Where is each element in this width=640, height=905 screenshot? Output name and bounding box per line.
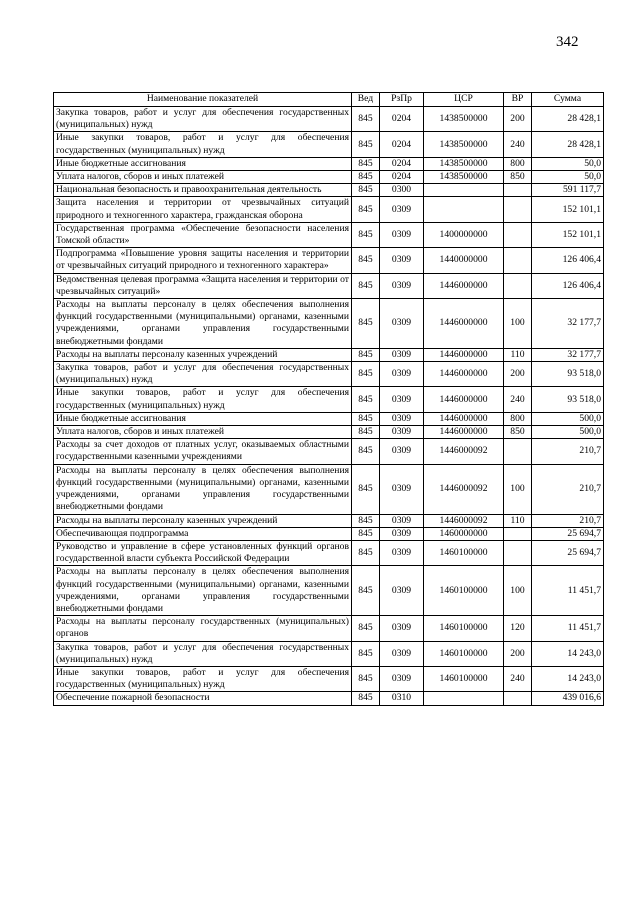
- cell-name: Обеспечение пожарной безопасности: [54, 692, 352, 705]
- table-row: [54, 439, 604, 464]
- cell-sum: 14 243,0: [532, 666, 604, 691]
- cell-csr: 1446000092: [424, 514, 504, 527]
- cell-name: Расходы на выплаты персоналу в целях обеспечения выполнения функций государственными (муниципальными) органами, казенными учреждениями, органами управления государственными внебюджетными фондами: [54, 566, 352, 616]
- cell-vr: 100: [504, 566, 532, 616]
- cell-rzpr: 0309: [380, 273, 424, 298]
- cell-csr: 1438500000: [424, 132, 504, 157]
- cell-vr: [504, 692, 532, 705]
- cell-name: Национальная безопасность и правоохранительная деятельность: [54, 184, 352, 197]
- table-row: [54, 666, 604, 691]
- cell-ved: 845: [352, 107, 380, 132]
- cell-vr: 120: [504, 616, 532, 641]
- cell-sum: 210,7: [532, 439, 604, 464]
- cell-sum: 28 428,1: [532, 132, 604, 157]
- cell-csr: 1460100000: [424, 566, 504, 616]
- cell-sum: 25 694,7: [532, 540, 604, 565]
- cell-name: Защита населения и территории от чрезвычайных ситуаций природного и техногенного характера, гражданская оборона: [54, 197, 352, 222]
- cell-name: Расходы на выплаты персоналу казенных учреждений: [54, 348, 352, 361]
- cell-vr: 110: [504, 514, 532, 527]
- table-row: [54, 222, 604, 247]
- cell-ved: 845: [352, 692, 380, 705]
- cell-rzpr: 0309: [380, 197, 424, 222]
- cell-name: Ведомственная целевая программа «Защита населения и территории от чрезвычайных ситуаций»: [54, 273, 352, 298]
- cell-csr: 1446000000: [424, 412, 504, 425]
- cell-csr: 1446000000: [424, 273, 504, 298]
- cell-rzpr: 0309: [380, 222, 424, 247]
- cell-ved: 845: [352, 540, 380, 565]
- header-rzpr: РзПр: [380, 93, 424, 107]
- cell-csr: 1438500000: [424, 157, 504, 170]
- cell-ved: 845: [352, 184, 380, 197]
- table-row: [54, 197, 604, 222]
- cell-ved: 845: [352, 426, 380, 439]
- cell-ved: 845: [352, 362, 380, 387]
- cell-vr: [504, 527, 532, 540]
- cell-rzpr: 0204: [380, 107, 424, 132]
- cell-rzpr: 0309: [380, 348, 424, 361]
- cell-vr: [504, 222, 532, 247]
- cell-sum: 500,0: [532, 426, 604, 439]
- cell-name: Иные бюджетные ассигнования: [54, 412, 352, 425]
- cell-rzpr: 0309: [380, 527, 424, 540]
- table-row: [54, 412, 604, 425]
- cell-sum: 25 694,7: [532, 527, 604, 540]
- cell-ved: 845: [352, 299, 380, 349]
- cell-csr: 1438500000: [424, 171, 504, 184]
- cell-name: Расходы на выплаты персоналу казенных учреждений: [54, 514, 352, 527]
- cell-ved: 845: [352, 566, 380, 616]
- cell-name: Уплата налогов, сборов и иных платежей: [54, 426, 352, 439]
- cell-rzpr: 0309: [380, 248, 424, 273]
- cell-csr: [424, 692, 504, 705]
- cell-vr: 100: [504, 299, 532, 349]
- cell-ved: 845: [352, 514, 380, 527]
- table-row: [54, 692, 604, 705]
- cell-sum: 50,0: [532, 157, 604, 170]
- cell-sum: 32 177,7: [532, 348, 604, 361]
- cell-name: Расходы на выплаты персоналу в целях обеспечения выполнения функций государственными (муниципальными) органами, казенными учреждениями, органами управления государственными внебюджетными фондами: [54, 464, 352, 514]
- cell-rzpr: 0309: [380, 616, 424, 641]
- cell-ved: 845: [352, 248, 380, 273]
- cell-rzpr: 0309: [380, 412, 424, 425]
- cell-csr: 1460100000: [424, 641, 504, 666]
- budget-table: [53, 92, 604, 706]
- cell-sum: 210,7: [532, 514, 604, 527]
- cell-vr: 110: [504, 348, 532, 361]
- cell-vr: 200: [504, 107, 532, 132]
- cell-vr: 200: [504, 362, 532, 387]
- table-row: [54, 157, 604, 170]
- cell-sum: 14 243,0: [532, 641, 604, 666]
- cell-csr: 1400000000: [424, 222, 504, 247]
- cell-rzpr: 0204: [380, 171, 424, 184]
- cell-rzpr: 0309: [380, 666, 424, 691]
- table-row: [54, 514, 604, 527]
- cell-sum: 210,7: [532, 464, 604, 514]
- table-row: [54, 464, 604, 514]
- table-row: [54, 527, 604, 540]
- cell-vr: 240: [504, 387, 532, 412]
- cell-csr: 1446000000: [424, 362, 504, 387]
- cell-vr: 800: [504, 157, 532, 170]
- cell-ved: 845: [352, 157, 380, 170]
- cell-sum: 500,0: [532, 412, 604, 425]
- cell-vr: 800: [504, 412, 532, 425]
- cell-vr: 850: [504, 171, 532, 184]
- cell-ved: 845: [352, 222, 380, 247]
- cell-rzpr: 0309: [380, 566, 424, 616]
- cell-vr: 850: [504, 426, 532, 439]
- cell-rzpr: 0309: [380, 299, 424, 349]
- header-name: Наименование показателей: [54, 93, 352, 107]
- cell-ved: 845: [352, 527, 380, 540]
- cell-vr: [504, 197, 532, 222]
- cell-ved: 845: [352, 197, 380, 222]
- cell-ved: 845: [352, 171, 380, 184]
- table-row: [54, 299, 604, 349]
- cell-sum: 11 451,7: [532, 616, 604, 641]
- cell-csr: 1446000000: [424, 426, 504, 439]
- table-header-row: [54, 93, 604, 107]
- cell-vr: 240: [504, 132, 532, 157]
- table-row: [54, 566, 604, 616]
- cell-vr: 100: [504, 464, 532, 514]
- cell-rzpr: 0309: [380, 439, 424, 464]
- cell-name: Подпрограмма «Повышение уровня защиты населения и территории от чрезвычайных ситуаций природного и техногенного характера»: [54, 248, 352, 273]
- header-ved: Вед: [352, 93, 380, 107]
- cell-vr: [504, 439, 532, 464]
- cell-csr: 1446000000: [424, 387, 504, 412]
- cell-name: Иные бюджетные ассигнования: [54, 157, 352, 170]
- cell-ved: 845: [352, 464, 380, 514]
- cell-rzpr: 0309: [380, 387, 424, 412]
- cell-csr: 1438500000: [424, 107, 504, 132]
- table-row: [54, 273, 604, 298]
- cell-sum: 126 406,4: [532, 248, 604, 273]
- table-row: [54, 184, 604, 197]
- cell-name: Закупка товаров, работ и услуг для обеспечения государственных (муниципальных) нужд: [54, 362, 352, 387]
- cell-sum: 93 518,0: [532, 387, 604, 412]
- cell-rzpr: 0310: [380, 692, 424, 705]
- table-row: [54, 362, 604, 387]
- cell-csr: 1446000092: [424, 439, 504, 464]
- cell-name: Государственная программа «Обеспечение безопасности населения Томской области»: [54, 222, 352, 247]
- table-row: [54, 107, 604, 132]
- cell-sum: 11 451,7: [532, 566, 604, 616]
- cell-ved: 845: [352, 132, 380, 157]
- cell-name: Уплата налогов, сборов и иных платежей: [54, 171, 352, 184]
- cell-rzpr: 0309: [380, 362, 424, 387]
- cell-csr: [424, 197, 504, 222]
- table-row: [54, 171, 604, 184]
- cell-csr: 1460100000: [424, 666, 504, 691]
- cell-csr: [424, 184, 504, 197]
- cell-csr: 1440000000: [424, 248, 504, 273]
- table-row: [54, 540, 604, 565]
- cell-name: Иные закупки товаров, работ и услуг для обеспечения государственных (муниципальных) нужд: [54, 132, 352, 157]
- cell-name: Иные закупки товаров, работ и услуг для обеспечения государственных (муниципальных) нужд: [54, 387, 352, 412]
- cell-ved: 845: [352, 273, 380, 298]
- table-row: [54, 426, 604, 439]
- cell-ved: 845: [352, 412, 380, 425]
- cell-name: Руководство и управление в сфере установленных функций органов государственной власти субъекта Российской Федерации: [54, 540, 352, 565]
- cell-vr: [504, 273, 532, 298]
- cell-rzpr: 0309: [380, 514, 424, 527]
- cell-ved: 845: [352, 666, 380, 691]
- cell-ved: 845: [352, 616, 380, 641]
- cell-name: Иные закупки товаров, работ и услуг для обеспечения государственных (муниципальных) нужд: [54, 666, 352, 691]
- header-vr: ВР: [504, 93, 532, 107]
- cell-rzpr: 0309: [380, 464, 424, 514]
- table-row: [54, 132, 604, 157]
- cell-vr: [504, 184, 532, 197]
- cell-sum: 28 428,1: [532, 107, 604, 132]
- cell-vr: 200: [504, 641, 532, 666]
- cell-sum: 439 016,6: [532, 692, 604, 705]
- cell-ved: 845: [352, 439, 380, 464]
- cell-rzpr: 0204: [380, 157, 424, 170]
- page-number: 342: [556, 34, 579, 50]
- cell-vr: 240: [504, 666, 532, 691]
- cell-rzpr: 0204: [380, 132, 424, 157]
- cell-name: Расходы за счет доходов от платных услуг, оказываемых областными государственными казенными учреждениями: [54, 439, 352, 464]
- cell-sum: 32 177,7: [532, 299, 604, 349]
- cell-csr: 1446000092: [424, 464, 504, 514]
- table-row: [54, 616, 604, 641]
- cell-rzpr: 0309: [380, 426, 424, 439]
- cell-sum: 591 117,7: [532, 184, 604, 197]
- cell-vr: [504, 540, 532, 565]
- cell-sum: 126 406,4: [532, 273, 604, 298]
- cell-ved: 845: [352, 348, 380, 361]
- cell-name: Обеспечивающая подпрограмма: [54, 527, 352, 540]
- cell-csr: 1460100000: [424, 616, 504, 641]
- header-sum: Сумма: [532, 93, 604, 107]
- cell-name: Расходы на выплаты персоналу в целях обеспечения выполнения функций государственными (муниципальными) органами, казенными учреждениями, органами управления государственными внебюджетными фондами: [54, 299, 352, 349]
- cell-csr: 1446000000: [424, 348, 504, 361]
- cell-sum: 93 518,0: [532, 362, 604, 387]
- cell-sum: 152 101,1: [532, 222, 604, 247]
- header-csr: ЦСР: [424, 93, 504, 107]
- cell-rzpr: 0309: [380, 641, 424, 666]
- cell-name: Закупка товаров, работ и услуг для обеспечения государственных (муниципальных) нужд: [54, 641, 352, 666]
- cell-name: Закупка товаров, работ и услуг для обеспечения государственных (муниципальных) нужд: [54, 107, 352, 132]
- table-row: [54, 248, 604, 273]
- cell-csr: 1446000000: [424, 299, 504, 349]
- cell-vr: [504, 248, 532, 273]
- cell-csr: 1460000000: [424, 527, 504, 540]
- cell-sum: 50,0: [532, 171, 604, 184]
- cell-name: Расходы на выплаты персоналу государственных (муниципальных) органов: [54, 616, 352, 641]
- cell-ved: 845: [352, 641, 380, 666]
- table-row: [54, 387, 604, 412]
- cell-rzpr: 0300: [380, 184, 424, 197]
- cell-rzpr: 0309: [380, 540, 424, 565]
- cell-csr: 1460100000: [424, 540, 504, 565]
- table-row: [54, 641, 604, 666]
- cell-sum: 152 101,1: [532, 197, 604, 222]
- cell-ved: 845: [352, 387, 380, 412]
- table-row: [54, 348, 604, 361]
